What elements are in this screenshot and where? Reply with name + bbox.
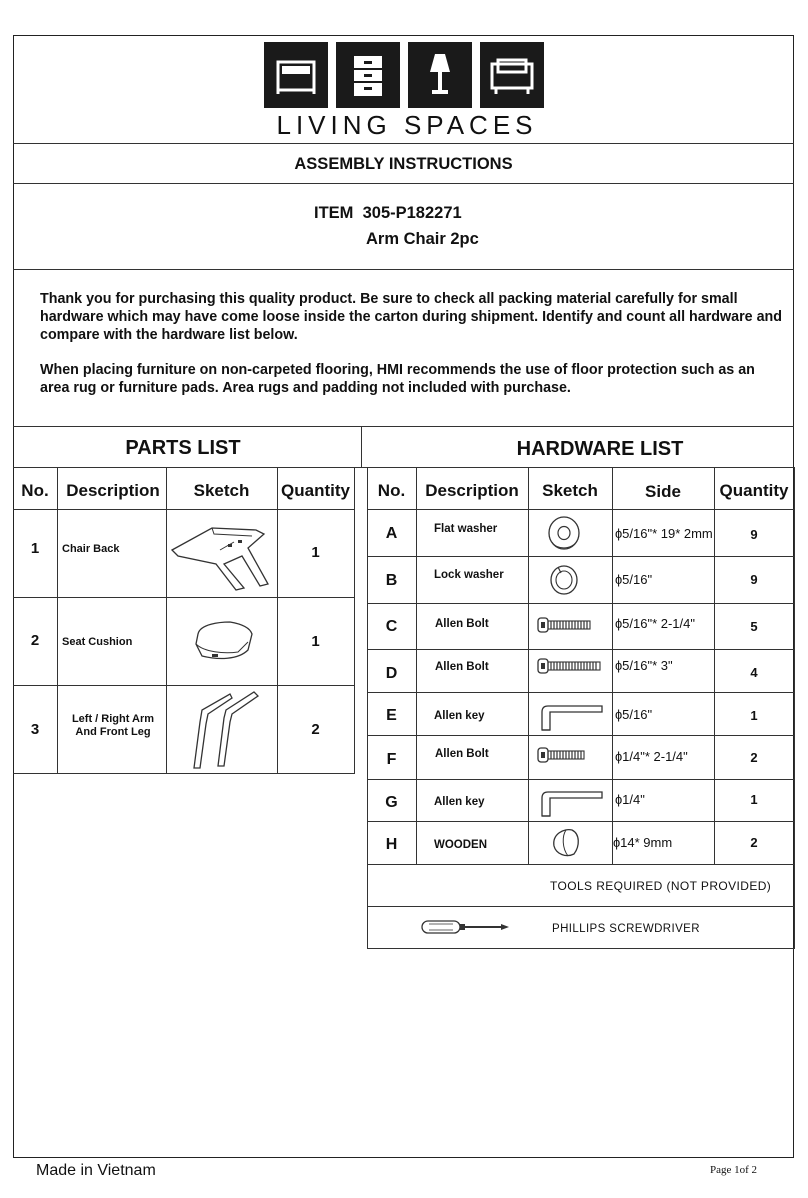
wooden-plug-icon <box>548 824 584 860</box>
hardware-quantity: 1 <box>750 792 758 807</box>
table-divider <box>367 509 794 510</box>
table-divider <box>367 906 794 907</box>
parts-header-description: Description <box>66 481 160 500</box>
table-divider <box>13 509 354 510</box>
table-divider <box>528 467 529 864</box>
table-divider <box>367 864 794 865</box>
divider <box>13 143 794 144</box>
hardware-header-side: Side <box>645 482 681 501</box>
part-quantity: 1 <box>311 633 320 650</box>
hardware-quantity: 9 <box>750 572 758 587</box>
hardware-header-description: Description <box>425 481 519 500</box>
hardware-letter: A <box>385 525 398 542</box>
table-divider <box>416 467 417 864</box>
arm-leg-sketch <box>190 688 266 772</box>
hardware-description: Allen Bolt <box>435 661 489 673</box>
flat-washer-icon <box>546 514 582 552</box>
table-divider <box>13 685 354 686</box>
divider <box>13 183 794 184</box>
table-divider <box>367 603 794 604</box>
table-divider <box>367 556 794 557</box>
hardware-side: ɸ5/16" <box>615 572 653 587</box>
part-quantity: 1 <box>311 544 320 561</box>
hardware-description: Allen Bolt <box>435 618 489 630</box>
allen-bolt-icon <box>537 745 587 765</box>
hardware-letter: D <box>385 665 398 682</box>
hardware-description: Allen key <box>434 796 485 808</box>
divider <box>13 426 794 427</box>
hardware-description: Allen Bolt <box>435 748 489 760</box>
hardware-header-quantity: Quantity <box>719 481 789 500</box>
hardware-letter: E <box>386 707 397 724</box>
seat-cushion-sketch <box>190 612 260 672</box>
page-number: Page 1of 2 <box>710 1164 758 1176</box>
parts-header-no: No. <box>21 481 49 500</box>
item-heading <box>314 204 462 223</box>
hardware-side: ɸ1/4" <box>615 792 645 807</box>
hardware-description: WOODEN <box>434 839 488 851</box>
hardware-quantity: 2 <box>750 835 758 850</box>
chair-back-sketch <box>168 520 276 592</box>
hardware-description: Flat washer <box>434 523 498 535</box>
part-description: Seat Cushion <box>62 636 133 648</box>
allen-bolt-icon <box>537 615 593 635</box>
screwdriver-icon <box>421 918 511 936</box>
item-label: ITEM <box>314 204 354 222</box>
hardware-side: ɸ14* 9mm <box>613 835 673 850</box>
part-description-line: And Front Leg <box>75 726 151 738</box>
table-divider <box>367 779 794 780</box>
divider <box>13 467 794 468</box>
hardware-list-title: HARDWARE LIST <box>516 438 684 460</box>
table-divider <box>13 597 354 598</box>
hardware-side: ɸ1/4"* 2-1/4" <box>615 749 688 764</box>
hardware-side: ɸ5/16"* 2-1/4" <box>615 616 695 631</box>
parts-list-title: PARTS LIST <box>125 437 241 459</box>
intro-paragraph-2: When placing furniture on non-carpeted flooring, HMI recommends the use of floor protection such as an area rug or furniture pads. Area rugs and padding not included with purchase. <box>40 362 755 396</box>
table-divider <box>367 649 794 650</box>
sofa-icon <box>480 42 544 108</box>
parts-header-quantity: Quantity <box>281 481 350 500</box>
parts-header-sketch: Sketch <box>193 481 250 500</box>
divider <box>361 426 362 468</box>
nightstand-icon <box>336 42 400 108</box>
hardware-quantity: 5 <box>750 619 758 634</box>
hardware-side: ɸ5/16"* 3" <box>615 658 673 673</box>
allen-key-icon <box>538 786 606 820</box>
table-divider <box>612 467 613 864</box>
part-number: 3 <box>30 721 40 738</box>
hardware-letter: B <box>385 572 398 589</box>
page-title: ASSEMBLY INSTRUCTIONS <box>294 155 513 173</box>
made-in-label: Made in Vietnam <box>36 1162 156 1179</box>
hardware-quantity: 1 <box>750 708 758 723</box>
hardware-quantity: 4 <box>750 665 758 680</box>
hardware-letter: F <box>386 751 397 768</box>
part-description-line: Left / Right Arm <box>71 713 155 725</box>
table-divider <box>367 948 794 949</box>
part-description: Chair Back <box>62 543 120 555</box>
hardware-header-sketch: Sketch <box>542 481 598 500</box>
hardware-letter: C <box>385 618 398 635</box>
brand-name: LIVING SPACES <box>276 110 538 140</box>
hardware-letter: G <box>385 794 398 811</box>
part-number: 2 <box>30 632 40 649</box>
lamp-icon <box>408 42 472 108</box>
table-divider <box>13 773 354 774</box>
hardware-quantity: 9 <box>750 527 758 542</box>
hardware-description: Lock washer <box>434 569 504 581</box>
allen-key-icon <box>538 700 606 734</box>
table-divider <box>354 467 355 774</box>
table-divider <box>367 692 794 693</box>
hardware-side: ɸ5/16"* 19* 2mm <box>615 526 713 541</box>
lock-washer-icon <box>548 563 580 597</box>
table-divider <box>367 735 794 736</box>
part-description <box>57 713 169 739</box>
part-quantity: 2 <box>311 721 320 738</box>
tool-name: PHILLIPS SCREWDRIVER <box>552 923 700 935</box>
table-divider <box>367 821 794 822</box>
hardware-side: ɸ5/16" <box>615 707 653 722</box>
intro-paragraph-1: Thank you for purchasing this quality product. Be sure to check all packing material carefully for small hardware which may have come loose inside the carton during shipment. Identify and count all hardware and compare with the hardware list below. <box>40 291 783 343</box>
hardware-letter: H <box>385 836 398 853</box>
hardware-header-no: No. <box>377 481 406 500</box>
item-number: 305-P182271 <box>362 204 462 222</box>
hardware-quantity: 2 <box>750 750 758 765</box>
tools-heading: TOOLS REQUIRED (NOT PROVIDED) <box>550 879 772 893</box>
part-number: 1 <box>30 540 40 557</box>
bed-icon <box>264 42 328 108</box>
divider <box>13 269 794 270</box>
item-name: Arm Chair 2pc <box>366 230 479 248</box>
table-divider <box>794 467 795 949</box>
hardware-description: Allen key <box>434 710 485 722</box>
allen-bolt-icon <box>537 656 603 676</box>
